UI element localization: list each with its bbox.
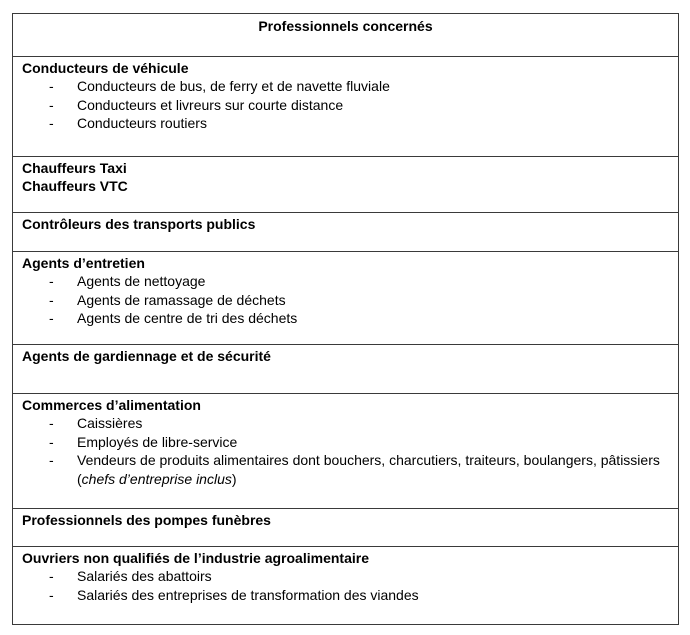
table-row — [13, 345, 679, 394]
sub-list — [22, 272, 670, 328]
table-row — [13, 157, 679, 213]
category-title: Chauffeurs VTC — [22, 178, 128, 194]
category-title: Conducteurs de véhicule — [22, 60, 189, 76]
category-title: Commerces d’alimentation — [22, 397, 201, 413]
category-title: Agents de gardiennage et de sécurité — [22, 348, 271, 364]
table-header-cell — [13, 14, 679, 57]
list-item: - Salariés des entreprises de transformation des viandes — [22, 586, 670, 605]
table-header-row — [13, 14, 679, 57]
table-cell-drivers — [13, 57, 679, 157]
sub-list — [22, 567, 670, 604]
table-cell-security — [13, 345, 679, 394]
list-item: - Salariés des abattoirs — [22, 567, 670, 586]
table-row — [13, 547, 679, 625]
list-item: - Conducteurs et livreurs sur courte distance — [22, 96, 670, 115]
table-row — [13, 252, 679, 345]
table-cell-funeral — [13, 509, 679, 547]
category-title: Contrôleurs des transports publics — [22, 216, 256, 232]
list-item-closing: ) — [231, 470, 237, 487]
table-cell-food-retail — [13, 394, 679, 509]
table-header-label: Professionnels concernés — [258, 18, 433, 34]
table-cell-controllers — [13, 213, 679, 252]
list-item: - Conducteurs routiers — [22, 114, 670, 133]
list-item: - Agents de nettoyage — [22, 272, 670, 291]
category-title: Chauffeurs Taxi — [22, 160, 127, 176]
table-row — [13, 509, 679, 547]
table-cell-agrifood-workers — [13, 547, 679, 625]
category-title: Professionnels des pompes funèbres — [22, 512, 271, 528]
sub-list — [22, 77, 670, 133]
table-row — [13, 57, 679, 157]
list-item-text — [77, 452, 660, 487]
professionals-table — [12, 13, 679, 625]
sub-list — [22, 414, 670, 488]
table-row — [13, 213, 679, 252]
list-item: - Agents de centre de tri des déchets — [22, 309, 670, 328]
list-item: - Caissières — [22, 414, 670, 433]
list-item: - Conducteurs de bus, de ferry et de navette fluviale — [22, 77, 670, 96]
category-title: Ouvriers non qualifiés de l’industrie agroalimentaire — [22, 550, 369, 566]
list-item-emphasis: chefs d’entreprise inclus — [81, 470, 232, 487]
table-cell-chauffeurs — [13, 157, 679, 213]
list-item: - Agents de ramassage de déchets — [22, 291, 670, 310]
table-row — [13, 394, 679, 509]
category-title: Agents d’entretien — [22, 255, 145, 271]
list-item — [22, 451, 670, 488]
list-item-main-text: Vendeurs de produits alimentaires dont bouchers, charcutiers, traiteurs, boulangers, pâtissiers ( — [77, 452, 660, 487]
table-cell-maintenance — [13, 252, 679, 345]
list-item: - Employés de libre-service — [22, 433, 670, 452]
